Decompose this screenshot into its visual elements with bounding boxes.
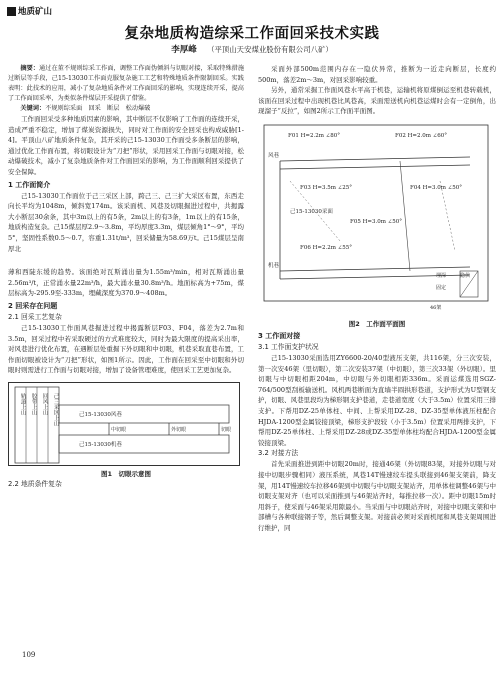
section-heading-1: 1 工作面简介 [8,180,51,189]
fig1-label-outer: 外切眼 [171,426,187,433]
article-title: 复杂地质构造综采工作面回采技术实践 [124,26,380,42]
fig1-label-face: 己15-13030风巷 [79,411,122,418]
fig1-label-belt: 胶带上山 [30,392,37,415]
subsection-heading-2-1: 2.1 回采工艺复杂 [8,312,62,321]
figure-1 [8,382,240,466]
abstract [8,64,244,104]
left-column [8,64,244,490]
fig2-fault-5: F05 H=3.0m ∠50° [350,218,403,225]
right-column [258,64,496,533]
section-heading-3: 3 工作面对接 [258,331,301,340]
figure-1-caption: 图1 切眼示意图 [100,469,152,478]
keywords [8,104,244,114]
fig1-label-track: 轨道上山 [19,392,26,415]
fig2-fault-3: F03 H=3.5m ∠25° [300,184,353,191]
fig1-label-inner: 中切眼 [111,426,127,433]
page-number: 109 [22,651,36,659]
keywords-text: 不规则综采面 回采 断层 松动爆破 [45,105,151,112]
fig1-label-return: 回风上山 [41,392,48,415]
right-paragraph-2: 另外，通常采掘工作面风巷水平高于机巷，运输机将原煤倒运至机巷转载机，该面在回采过程中出现机巷比风巷高，采面需送机向机巷运煤时会有一定倒角，出现溜子“反拉”，如图2所示工作面平面图。 [258,86,496,116]
author-name: 李厚峰 [171,45,197,55]
fig2-label-face: 己15-13030采面 [290,208,333,215]
fig2-fault-1: F01 H=2.2m ∠80° [288,132,341,139]
fig2-label-hold: 46架 [430,304,442,311]
subsection-heading-3-1: 3.1 工作面支护状况 [258,342,319,351]
paragraph-2-1: 己15-13030工作面风巷掘进过程中揭露断层F03、F04，落差为2.7m和3.5m，回采过程中若采取硬过的方式难度较大，同时为最大限度的提高采出率，对风巷进行优化布置，在遇断层处重掘下外切眼和中切眼，机巷采取直巷布置，工作面切眼被设计为“刀把”形状，如图1所示。因此，工作面在回采至中切眼和外切眼时则需进行工作面与切眼对接，增加了设备管理难度，使回采工艺更加复杂。 [8,323,244,375]
subsection-heading-3-2: 3.2 对接方法 [258,449,299,458]
keywords-label: 关键词： [20,105,46,112]
paragraph-1b: 薄和西陡东缓的趋势。该面绝对瓦斯涌出量为1.55m³/min，相对瓦斯涌出量2.56m³/t，正常涌水量22m³/h，最大涌水量30.8m³/h。地面标高为+75m，煤层标高为-295.9至-333m，埋藏深度为370.9～408m。 [8,268,244,298]
figure-2 [260,121,492,317]
fig2-label-wind: 风巷 [268,152,280,159]
abstract-text: 通过在董不规则综采工作面，调整工作面伪倾斜与切眼对接，采取特殊措施过断层等手段，己15-13030工作面克服复杂施工工艺和特殊地质条件限制回采。实践表明：此技术的应用，减小了复杂地质条件对工作面回采的影响，实现连续开采，提高了工作面回采率，为类似条件煤层开采提供了借鉴。 [8,65,245,102]
paragraph-1: 己15-13030工作面位于己三采区上部，跨己三、己三扩大采区布置，东西走向长平均为1048m，倾斜宽174m。该采面机、风巷及切眼掘进过程中，共揭露大小断层30余条，其中3m以上的有5条，2m以上的有3条，1m以上的有15条，地质构造复杂。己15煤层厚2.9～3.8m，平均厚度3.3m，煤层倾角1°～9°，平均5°，坚固性系数0.5～0.7，容重1.31t/m³，回采储量为58.69万t。己15煤层呈南厚北 [8,191,244,253]
paragraph-3-1: 己15-13030采面选用ZY6600-20/40型液压支架，共116架，分三次安装，第一次安46架（里切眼），第二次安装37架（中切眼），第三次33架（外切眼）。里切眼与中切眼相距204m，中切眼与外切眼相距336m。采面运煤选用SGZ-764/500型刮板输送机。风机两巷断面为直墙半圆拱形巷道，支护形式为U型钢支护，切眼、风巷里段均为梯形钢支护巷道，走巷道宽度（大于3.5m）位置采用三排支护。下帮用DZ-25单体柱、中间、上帮采用DZ-28、DZ-35型单体液压柱配合HJDA-1200型金属铰接顶梁，梯形支护段较（小于3.5m）位置采用两排支护，下帮用DZ-25单体柱、上帮采用DZ-28或DZ-35型单体柱均配合HJDA-1200型金属铰接顶梁。 [258,353,496,447]
fig1-label-cut: 切眼 [221,426,232,433]
abstract-label: 摘要： [20,65,40,72]
fig2-fault-2: F02 H=2.0m ∠60° [395,132,448,139]
fig2-fault-6: F06 H=2.2m ∠55° [300,244,353,251]
square-icon [7,7,16,16]
intro-paragraph: 工作面回采受多种地质因素的影响，其中断层不仅影响了工作面的连续开采，造成严重不稳定，增加了煤炭资源损失，同时对工作面的安全回采也构成威胁[1-4]。平顶山八矿地质条件复杂，其开采的己15-13030工作面受多条断层的影响，通过优化工作面布置，将切眼设计为“刀把”形状，采用回采工作面与切眼对接，松动爆破技术，减小了复杂地质条件对工作面回采的影响，为工作面顺利回采提供了安全保障。 [8,115,244,176]
fig1-label-left-zone: 己三采区上山 [52,392,59,426]
right-paragraph-1: 采面外部500m范围内存在一隐伏异常，推断为一近走向断层，长度约500m，落差2m～3m，对回采影响较重。 [258,65,496,84]
fig2-label-deep: 埋深 [436,272,447,279]
figure-2-caption: 图2 工作面平面图 [348,319,406,328]
section-heading-2: 2 回采存在问题 [8,301,58,310]
fig2-fault-4: F04 H=3.0m ∠50° [410,184,463,191]
fig2-label-fix: 固定 [436,284,447,291]
subsection-heading-2-2: 2.2 地质条件复杂 [8,479,62,488]
author-line [0,43,504,55]
fig2-label-machine: 机巷 [268,262,280,269]
author-affiliation: （平顶山天安煤业股份有限公司八矿） [207,45,333,54]
section-tag-label: 地质矿山 [18,7,53,17]
section-tag [7,5,52,17]
fig1-label-face2: 己15-13030机巷 [79,441,122,448]
paragraph-3-2: 首先采面推进到距中切眼20m时，接通46架（外切眼83架，对接外切眼与对接中切眼步骤相同）液压系统，风巷14T慢速绞车提头联接到46架支架前，降支架，用14T慢速绞车拉移46架到中切眼与中切眼支架站齐，用单体柱调整46架与中切眼支架对齐（也可以采面推到与46架站齐时，每推拉移一次）。距中切眼15m时用斜子，使采面与46架采用隙最小。当采面与中切眼站齐时，对接中切眼支架和中部槽与各种联接钢子等，然后调整支架。对接前必须对采面机尾和风巷支架周围进行维护，同 [258,460,496,532]
fig2-label-hidden: 隐伏 [460,272,471,279]
